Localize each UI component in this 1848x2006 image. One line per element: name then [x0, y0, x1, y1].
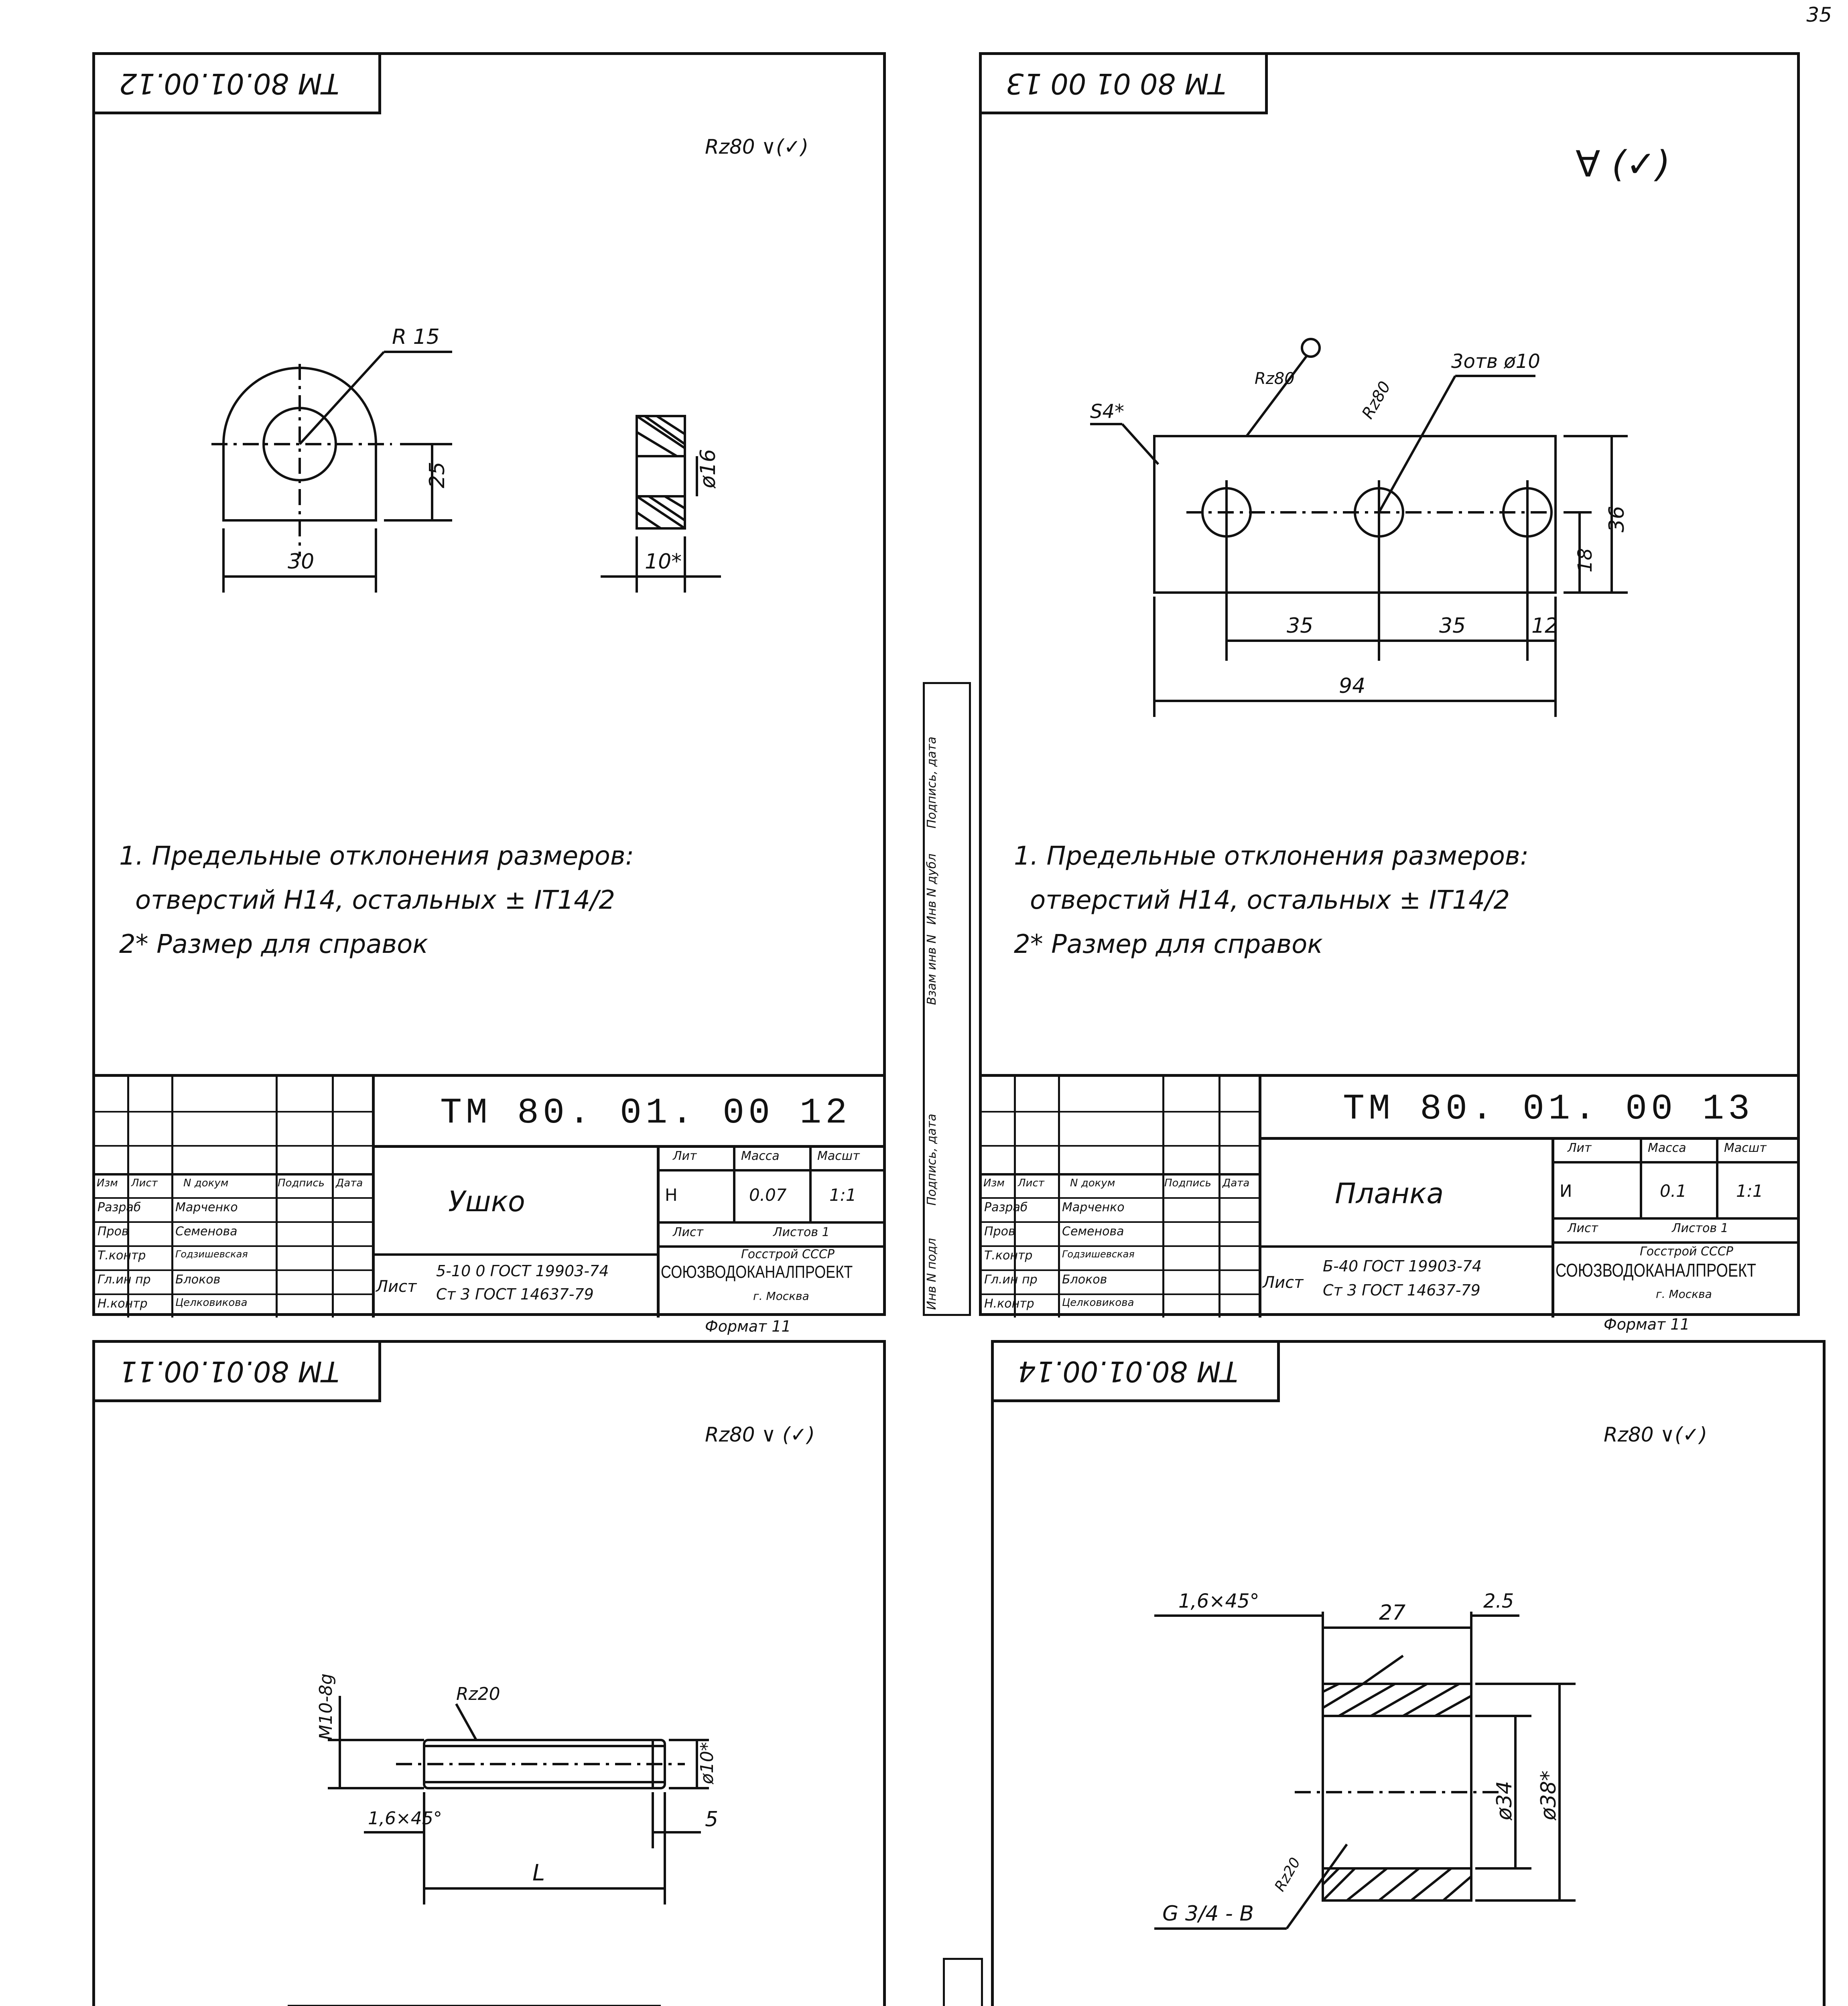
role-1: Пров — [97, 1224, 129, 1239]
name-0: Марченко — [175, 1200, 238, 1214]
col-doc: N докум — [183, 1177, 229, 1189]
org-name: СОЮЗВОДОКАНАЛПРОЕКТ — [1556, 1260, 1757, 1281]
side-label-3: Инв N подл — [925, 1238, 939, 1310]
title-block — [982, 1074, 1797, 1333]
drawing-shpilka — [236, 1624, 757, 1985]
dim-width: 27 — [1379, 1601, 1406, 1625]
dim-rz1: Rz80 — [1255, 370, 1295, 388]
col-date: Дата — [1223, 1177, 1250, 1189]
col-list: Лист — [131, 1177, 158, 1189]
sheet-ushko — [92, 52, 886, 1335]
mirrored-code-box — [991, 1340, 1280, 1402]
side-label-2: Подпись, дата — [925, 737, 939, 828]
col-date: Дата — [336, 1177, 363, 1189]
role-0: Разраб — [97, 1200, 141, 1214]
mirrored-code-box — [92, 52, 381, 114]
name-2: Годзишевская — [1062, 1249, 1135, 1260]
org-city: г. Москва — [753, 1289, 809, 1303]
dim-d1: ø34 — [1493, 1781, 1517, 1820]
dim-rz: Rz20 — [456, 1684, 500, 1704]
dim-holes: 3отв ø10 — [1451, 350, 1540, 373]
side-label-0: Взам инв N — [925, 934, 939, 1005]
dim-s: S4* — [1090, 400, 1125, 423]
roughness-mark: Rz80 ∨(✓) — [705, 135, 809, 158]
org-top: Госстрой СССР — [741, 1247, 835, 1261]
roughness-mark: Rz80 ∨ (✓) — [705, 1423, 815, 1446]
mirrored-code: ТМ 80.01.00.14 — [1018, 1355, 1238, 1388]
sheets-label: Листов 1 — [1672, 1221, 1728, 1235]
drawing-ushko — [175, 296, 777, 797]
dim-d2: ø38* — [1537, 1770, 1561, 1820]
material-bottom: Ст 3 ГОСТ 14637-79 — [1323, 1281, 1480, 1299]
dim-width: 94 — [1339, 674, 1366, 698]
role-4: Н.контр — [984, 1297, 1034, 1311]
name-4: Целковикова — [175, 1297, 248, 1309]
sheet-label: Лист — [673, 1225, 704, 1239]
dim-five: 5 — [705, 1807, 719, 1831]
sheet-shpilka — [92, 1340, 886, 2006]
scale-value: 1:1 — [1736, 1181, 1763, 1201]
dim-a: 35 — [1287, 614, 1314, 638]
mass-label: Масса — [741, 1149, 780, 1163]
material-prefix: Лист — [1263, 1273, 1304, 1292]
dim-height: 25 — [425, 461, 449, 488]
sheet-planka — [979, 52, 1800, 1333]
part-name: Ушко — [448, 1185, 525, 1218]
material-bottom: Ст 3 ГОСТ 14637-79 — [436, 1285, 594, 1303]
dim-diameter: ø10* — [697, 1742, 717, 1784]
col-sign: Подпись — [1164, 1177, 1211, 1189]
role-0: Разраб — [984, 1200, 1028, 1214]
note-1: 1. Предельные отклонения размеров: — [1014, 841, 1529, 871]
mass-value: 0.1 — [1660, 1181, 1687, 1201]
roughness-mark: Rz80 ∨(✓) — [1604, 1423, 1708, 1446]
dim-half: 18 — [1574, 548, 1596, 573]
note-1: 1. Предельные отклонения размеров: — [119, 841, 634, 871]
title-block — [95, 1074, 883, 1335]
dim-rz: Rz20 — [1271, 1855, 1304, 1894]
mirrored-code: ТМ 80 01 00 13 — [1006, 67, 1226, 100]
mass-label: Масса — [1648, 1141, 1686, 1155]
material-top: 5-10 0 ГОСТ 19903-74 — [436, 1262, 609, 1280]
col-list: Лист — [1018, 1177, 1044, 1189]
org-city: г. Москва — [1656, 1287, 1712, 1301]
mirrored-code: ТМ 80.01.00.12 — [119, 67, 339, 100]
name-1: Семенова — [1062, 1224, 1124, 1239]
role-3: Гл.ин пр — [984, 1273, 1038, 1287]
drawing-planka — [1090, 316, 1736, 797]
scale-label: Масшт — [1724, 1141, 1767, 1155]
name-2: Годзишевская — [175, 1249, 248, 1260]
dim-c: 2.5 — [1483, 1590, 1514, 1612]
material-prefix: Лист — [376, 1277, 417, 1296]
dim-thickness: 10* — [645, 550, 682, 574]
dim-chamfer: 1,6×45° — [1178, 1590, 1259, 1612]
title-code: ТМ 80. 01. 00 12 — [440, 1093, 851, 1134]
note-3: 2* Размер для справок — [119, 930, 428, 959]
role-2: Т.контр — [97, 1249, 146, 1263]
side-label-4: Подпись, дата — [925, 1114, 939, 1206]
role-4: Н.контр — [97, 1297, 148, 1311]
name-3: Блоков — [1062, 1273, 1107, 1287]
sheet-bobyshka — [991, 1340, 1826, 2006]
mirrored-code-box — [979, 52, 1268, 114]
lit-value: Н — [665, 1185, 678, 1205]
scale-value: 1:1 — [829, 1185, 857, 1205]
role-2: Т.контр — [984, 1249, 1033, 1263]
side-label-column-bottom — [943, 1958, 983, 2006]
dim-chamfer: 1,6×45° — [368, 1808, 442, 1829]
col-doc: N докум — [1070, 1177, 1115, 1189]
note-3: 2* Размер для справок — [1014, 930, 1323, 959]
sheets-label: Листов 1 — [773, 1225, 830, 1239]
note-2: отверстий Н14, остальных ± IT14/2 — [135, 885, 615, 915]
name-4: Целковикова — [1062, 1297, 1134, 1309]
lit-label: Лит — [673, 1149, 697, 1163]
col-izm: Изм — [97, 1177, 118, 1189]
mirrored-code: ТМ 80.01.00.11 — [119, 1355, 339, 1388]
roughness-mark: ∀ (✓) — [1576, 143, 1670, 185]
mass-value: 0.07 — [749, 1185, 787, 1205]
side-label-column-top — [923, 682, 971, 1316]
dim-radius: R 15 — [392, 325, 440, 349]
sheet-label: Лист — [1568, 1221, 1598, 1235]
name-3: Блоков — [175, 1273, 221, 1287]
part-name: Планка — [1335, 1177, 1444, 1210]
dim-height: 36 — [1605, 506, 1629, 532]
side-label-1: Инв N дубл — [925, 853, 939, 925]
dim-thread: G 3/4 - В — [1162, 1902, 1254, 1926]
name-0: Марченко — [1062, 1200, 1125, 1214]
note-2: отверстий Н14, остальных ± IT14/2 — [1030, 885, 1510, 915]
role-1: Пров — [984, 1224, 1015, 1239]
title-code: ТМ 80. 01. 00 13 — [1343, 1089, 1754, 1130]
col-sign: Подпись — [278, 1177, 325, 1189]
role-3: Гл.ин пр — [97, 1273, 151, 1287]
page-number: 35 — [1806, 3, 1832, 26]
dim-thread: М10-8g — [316, 1673, 336, 1740]
name-1: Семенова — [175, 1224, 238, 1239]
mirrored-code-box — [92, 1340, 381, 1402]
dim-b: 35 — [1439, 614, 1466, 638]
lit-value: И — [1560, 1181, 1572, 1201]
col-izm: Изм — [983, 1177, 1005, 1189]
dim-c: 12 — [1531, 614, 1558, 638]
dim-hole: ø16 — [696, 449, 720, 488]
scale-label: Масшт — [817, 1149, 860, 1163]
lit-label: Лит — [1568, 1141, 1592, 1155]
format-label: Формат 11 — [1604, 1316, 1690, 1333]
format-label: Формат 11 — [705, 1318, 791, 1335]
material-top: Б-40 ГОСТ 19903-74 — [1323, 1257, 1482, 1275]
drawing-bobyshka — [1114, 1523, 1716, 2006]
dim-width: 30 — [288, 550, 315, 574]
org-name: СОЮЗВОДОКАНАЛПРОЕКТ — [661, 1262, 853, 1282]
dim-rz2: Rz80 — [1358, 378, 1395, 422]
dim-length: L — [532, 1860, 545, 1886]
org-top: Госстрой СССР — [1640, 1245, 1733, 1259]
